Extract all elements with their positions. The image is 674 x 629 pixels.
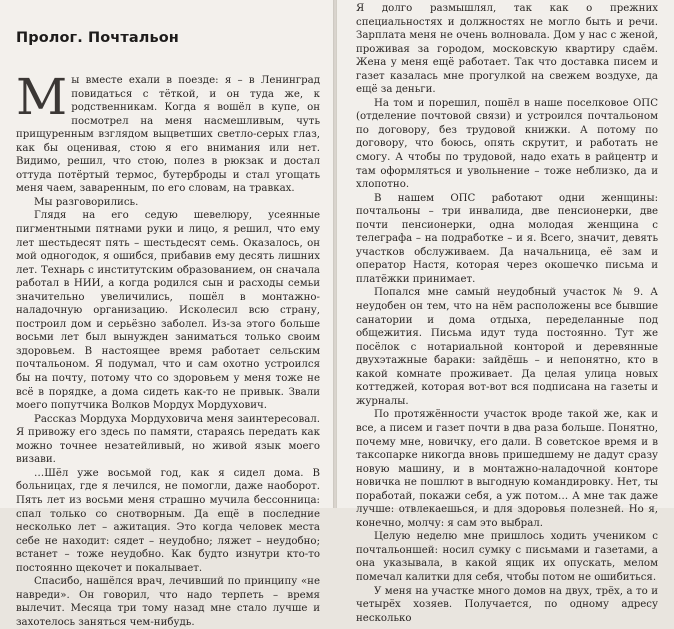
paragraph-7: Я долго размышлял, так как о прежних специальностях и должностях не могло быть и речи. Зарплата меня не очень волновала. Дом у нас с женой, проживая за городом, московскую квартиру сдаём. Жена у меня ещё работает. Так что доставка писем и газет казалась мне прогулкой на свежем воздухе, да ещё за деньги. xyxy=(356,3,658,96)
chapter-title: Пролог. Почтальон xyxy=(16,30,179,46)
paragraph-8: На том и порешил, пошёл в наше поселковое ОПС (отделение почтовой связи) и устроился почтальоном по договору, без трудовой книжки. А потому по договору, что боюсь, опять скрутит, и работать не смогу. А чтобы по трудовой, надо ехать в райцентр и там оформляться и увольнение – тоже неблизко, да и хлопотно. xyxy=(356,97,658,191)
paragraph-9: В нашем ОПС работают одни женщины: почтальоны – три инвалида, две пенсионерки, две почти пенсионерки, одна молодая женщина с телеграфа – на подработке – и я. Всего, значит, девять участков обслуживаем. Да начальница, её зам и оператор Настя, которая через окошечко письма и платёжки принимает. xyxy=(356,192,658,285)
paragraph-13: У меня на участке много домов на двух, трёх, а то и четырёх хозяев. Получается, по одному адресу несколько xyxy=(356,585,658,624)
paragraph-2: Мы разговорились. xyxy=(34,196,139,208)
paragraph-1 xyxy=(16,68,320,196)
right-page-text xyxy=(356,2,658,625)
paragraph-12: Целую неделю мне пришлось ходить учеником с почтальоншей: носил сумку с письмами и газетами, а она указывала, в какой ящик их опускать, мелом помечал калитки для себя, чтобы потом не ошибиться. xyxy=(356,531,658,583)
paragraph-5: …Шёл уже восьмой год, как я сидел дома. В больницах, где я лечился, не помогли, даже наоборот. Пять лет из восьми меня страшно мучила бессонница: спал только со снотворным. Да ещё в последние несколько лет – ажитация. Это когда человек места себе не находит: сядет – неудобно; ляжет – неудобно; встанет – тоже неудобно. Как будто изнутри кто-то постоянно щекочет и покалывает. xyxy=(16,467,320,574)
drop-cap: М xyxy=(16,68,68,126)
paragraph-11: По протяжённости участок вроде такой же, как и все, а писем и газет почти в два раза больше. Понятно, почему мне, новичку, его дали. В советское время и в таксопарке никогда вновь пришедшему не дадут сразу новую машину, и в монтажно-наладочной конторе новичка не пошлют в выгодную командировку. Нет, ты поработай, покажи себя, а уж потом… А мне так даже лучше: отвлекаешься, и для здоровья полезней. Но я, конечно, молчу: я сам это выбрал. xyxy=(356,409,658,529)
paragraph-3: Глядя на его седую шевелюру, усеянные пигментными пятнами руки и лицо, я решил, что ему лет шестьдесят пять – шестьдесят семь. Оказалось, он мой одногодок, я ошибся, прибавив ему десять лишних лет. Технарь с институтским образованием, он сначала работал в НИИ, а когда родился сын и расходы семьи значительно увеличились, пошёл в монтажно-наладочную организацию. Исколесил всю страну, построил дом и серьёзно заболел. Из-за этого больше восьми лет был вынужден заниматься только своим здоровьем. В настоящее время работает сельским почтальоном. Я подумал, что и сам охотно устроился бы на почту, потому что со здоровьем у меня тоже не всё в порядке, а дома сидеть как-то не привык. Звали моего попутчика Волков Мордух Мордухович. xyxy=(16,210,320,412)
paragraph-1-text: ы вместе ехали в поезде: я – в Ленинград повидаться с тёткой, и он туда же, к родственникам. Когда я вошёл в купе, он посмотрел на меня насмешливым, чуть прищуренным взглядом выцветших светло-серых глаз, как бы оценивая, стою я его внимания или нет. Видимо, решил, что стою, полез в рюкзак и достал оттуда потёртый термос, бутерброды и стал угощать меня чаем, заваренным, по его словам, на травках. xyxy=(16,75,320,195)
left-page-text xyxy=(16,68,320,629)
paragraph-4: Рассказ Мордуха Мордуховича меня заинтересовал. Я привожу его здесь по памяти, стараясь передать как можно точнее незатейливый, но живой язык моего визави. xyxy=(16,413,320,466)
paragraph-10: Попался мне самый неудобный участок № 9. А неудобен он тем, что на нём расположены все бывшие санатории и дома отдыха, переделанные под общежития. Письма идут туда постоянно. Тут же посёлок с нотариальной конторой и деревянные двухэтажные бараки: зайдёшь – и непонятно, кто в какой комнате проживает. Да целая улица новых коттеджей, которая вот-вот вся подписана на газеты и журналы. xyxy=(356,287,658,407)
paragraph-6: Спасибо, нашёлся врач, лечивший по принципу «не навреди». Он говорил, что надо терпеть – время вылечит. Месяца три тому назад мне стало лучше и захотелось заняться чем-нибудь. xyxy=(16,576,320,628)
